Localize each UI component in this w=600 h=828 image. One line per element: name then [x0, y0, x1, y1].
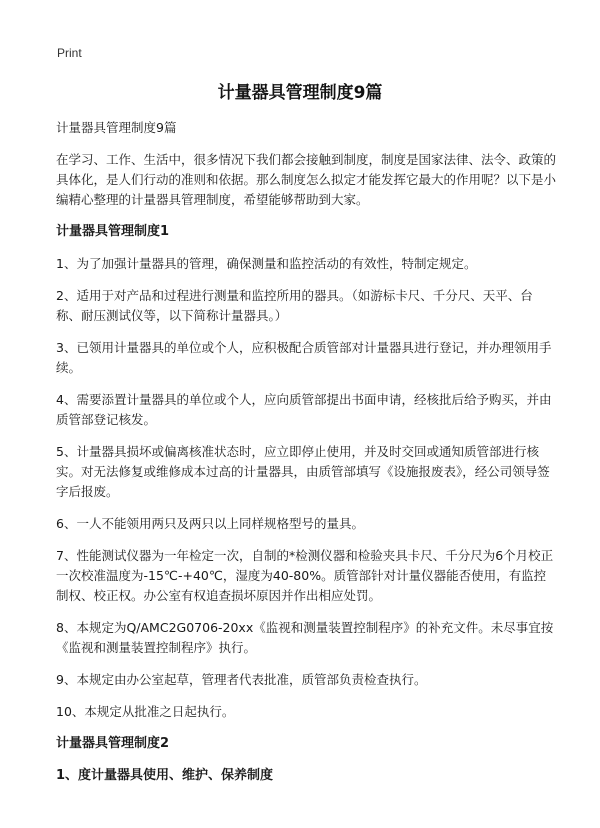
section-heading: 计量器具管理制度2 — [56, 736, 170, 751]
section-subheading: 1、度计量器具使用、维护、保养制度 — [56, 768, 274, 783]
list-item: 4、需要添置计量器具的单位或个人，应向质管部提出书面申请，经核批后给予购买，并由质管部登记核发。 — [56, 392, 552, 427]
list-item: 10、本规定从批准之日起执行。 — [56, 704, 235, 719]
document-body — [56, 118, 556, 798]
list-item: 8、本规定为Q/AMC2G0706-20xx《监视和测量装置控制程序》的补充文件。未尽事宜按《监视和测量装置控制程序》执行。 — [56, 620, 554, 655]
document-subtitle: 计量器具管理制度9篇 — [56, 120, 177, 135]
print-label[interactable]: Print — [57, 46, 82, 60]
list-item: 5、计量器具损坏或偏离核准状态时，应立即停止使用，并及时交回或通知质管部进行核实。对无法修复或维修成本过高的计量器具，由质管部填写《设施报废表》，经公司领导签字后报废。 — [56, 444, 550, 499]
list-item: 9、本规定由办公室起草，管理者代表批准，质管部负责检查执行。 — [56, 672, 427, 687]
list-item: 7、性能测试仪器为一年检定一次，自制的*检测仪器和检验夹具卡尺、千分尺为6个月校正一次校准温度为-15℃-+40℃，湿度为40-80%。质管部针对计量仪器能否使用，有监控制权、校正权。办公室有权追查损坏原因并作出相应处罚。 — [56, 548, 554, 603]
section-heading: 计量器具管理制度1 — [56, 224, 170, 239]
list-item: 1、为了加强计量器具的管理，确保测量和监控活动的有效性，特制定规定。 — [56, 256, 477, 271]
document-title: 计量器具管理制度9篇 — [217, 83, 383, 103]
list-item: 6、一人不能领用两只及两只以上同样规格型号的量具。 — [56, 516, 364, 531]
list-item: 2、适用于对产品和过程进行测量和监控所用的器具。（如游标卡尺、千分尺、天平、台称、耐压测试仪等，以下简称计量器具。） — [56, 288, 533, 323]
list-item: 3、已领用计量器具的单位或个人，应积极配合质管部对计量器具进行登记，并办理领用手续。 — [56, 340, 552, 375]
intro-paragraph: 在学习、工作、生活中，很多情况下我们都会接触到制度，制度是国家法律、法令、政策的具体化，是人们行动的准则和依据。那么制度怎么拟定才能发挥它最大的作用呢？以下是小编精心整理的计量器具管理制度，希望能够帮助到大家。 — [56, 152, 557, 207]
